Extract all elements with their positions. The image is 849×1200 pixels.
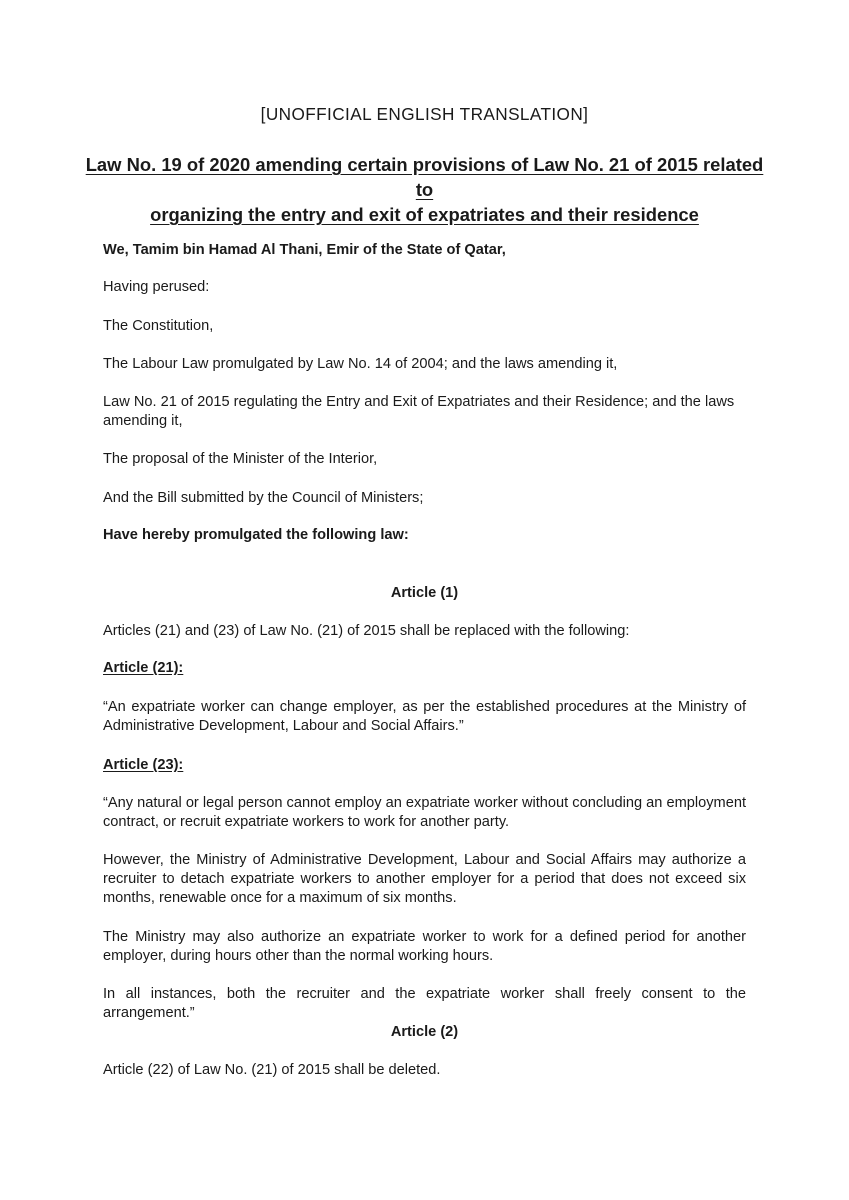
article-2-heading: Article (2)	[390, 1024, 459, 1040]
article-23-heading: Article (23):	[103, 757, 184, 773]
preamble-law-21-2015: Law No. 21 of 2015 regulating the Entry and Exit of Expatriates and their Residence; and the laws amending it,	[103, 394, 735, 429]
article-1-heading: Article (1)	[390, 585, 459, 601]
preamble-having-perused: Having perused:	[103, 279, 210, 295]
preamble-constitution: The Constitution,	[103, 318, 214, 334]
article-23-paragraph: The Ministry may also authorize an expatriate worker to work for a defined period for another employer, during hours other than the normal working hours.	[103, 929, 746, 964]
article-2-text: Article (22) of Law No. (21) of 2015 shall be deleted.	[103, 1062, 441, 1078]
preamble-labour-law: The Labour Law promulgated by Law No. 14 of 2004; and the laws amending it,	[103, 356, 618, 372]
law-title	[80, 152, 769, 227]
article-23-paragraph: However, the Ministry of Administrative Development, Labour and Social Affairs may authorize a recruiter to detach expatriate workers to another employer for a period that does not exceed six months, renewable once for a maximum of six months.	[103, 852, 746, 906]
preamble-minister-proposal: The proposal of the Minister of the Interior,	[103, 451, 378, 467]
law-title-line-1: Law No. 19 of 2020 amending certain provisions of Law No. 21 of 2015 related to	[85, 154, 764, 200]
article-23-paragraph: “Any natural or legal person cannot employ an expatriate worker without concluding an employment contract, or recruit expatriate workers to work for another party.	[103, 795, 746, 830]
article-1-intro: Articles (21) and (23) of Law No. (21) of 2015 shall be replaced with the following:	[103, 623, 630, 639]
article-21-heading: Article (21):	[103, 660, 184, 676]
translation-note: [UNOFFICIAL ENGLISH TRANSLATION]	[260, 104, 589, 124]
preamble-council-bill: And the Bill submitted by the Council of Ministers;	[103, 490, 424, 506]
article-21-text: “An expatriate worker can change employer, as per the established procedures at the Ministry of Administrative Development, Labour and Social Affairs.”	[103, 699, 746, 734]
promulgation-line: Have hereby promulgated the following law:	[103, 527, 409, 543]
article-23-paragraph: In all instances, both the recruiter and the expatriate worker shall freely consent to the arrangement.”	[103, 986, 746, 1021]
issuer-line: We, Tamim bin Hamad Al Thani, Emir of the State of Qatar,	[103, 242, 506, 258]
law-title-line-2: organizing the entry and exit of expatriates and their residence	[150, 204, 699, 225]
